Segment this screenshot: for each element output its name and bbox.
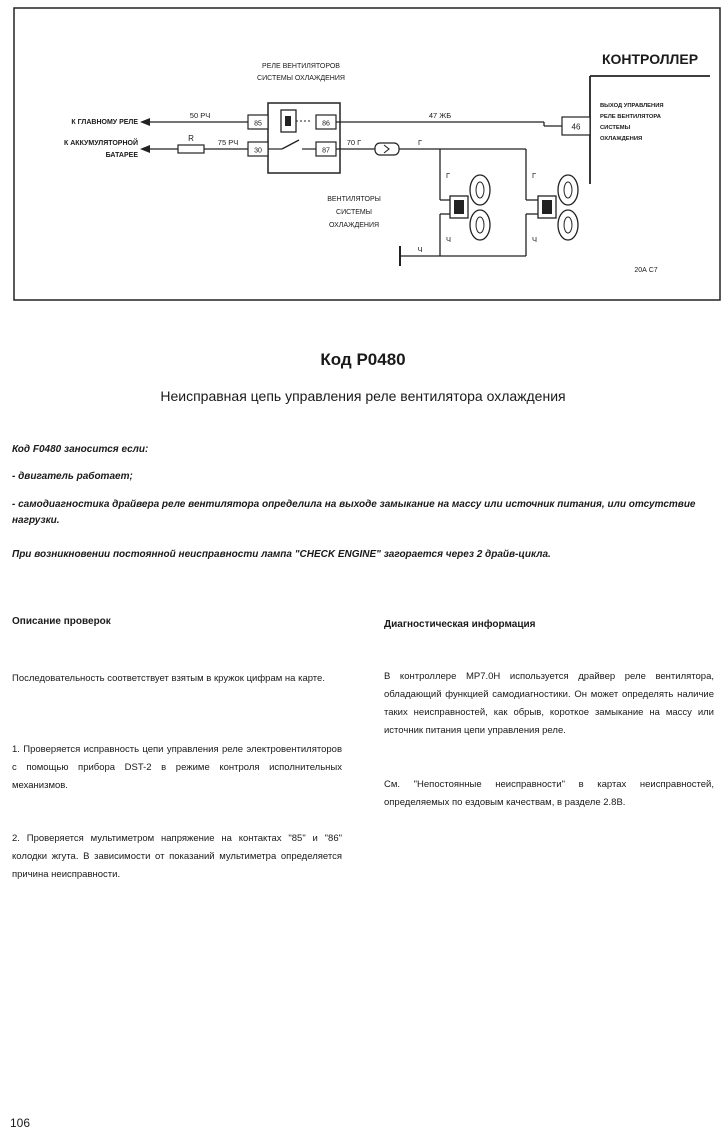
wire-g-left: Г (446, 171, 451, 180)
resistor (178, 145, 204, 153)
controller-desc-3: СИСТЕМЫ (600, 125, 631, 131)
relay-title-line1: РЕЛЕ ВЕНТИЛЯТОРОВ (262, 63, 340, 70)
wire-ch-left: Ч (446, 235, 451, 244)
fans-label-1: ВЕНТИЛЯТОРЫ (327, 196, 381, 203)
page-number: 106 (10, 1116, 31, 1130)
pin-87: 87 (322, 147, 330, 155)
diagnostic-paragraph-1: В контроллере МР7.0Н используется драйвер реле вентилятора, обладающий функцией самодиагностики. Он может определять наличие таких неисправностей, как обрыв, короткое замыкание на массу или источник питания цепи управления реле. (384, 671, 714, 736)
controller-desc-2: РЕЛЕ ВЕНТИЛЯТОРА (600, 114, 661, 120)
checks-paragraph-3: 2. Проверяется мультиметром напряжение на контактах "85" и "86" колодки жгута. В зависимости от показаний мультиметра определяется причина неисправности. (12, 833, 342, 880)
wire-70-label: 70 Г (346, 138, 362, 147)
arrow-main-relay (140, 118, 150, 126)
wire-75-label: 75 РЧ (217, 138, 239, 147)
label-battery-line2: БАТАРЕЕ (105, 152, 138, 159)
pin-85: 85 (254, 120, 262, 128)
relay-title-line2: СИСТЕМЫ ОХЛАЖДЕНИЯ (257, 75, 345, 82)
fans-label-2: СИСТЕМЫ (336, 209, 372, 216)
wire-ch-ground: Ч (417, 245, 423, 254)
relay-box (268, 103, 340, 173)
wire-47-label: 47 ЖБ (428, 111, 452, 120)
wire-g-right: Г (532, 171, 537, 180)
fans-label-3: ОХЛАЖДЕНИЯ (328, 222, 380, 229)
arrow-battery (140, 145, 150, 153)
wire-50-label: 50 РЧ (189, 111, 211, 120)
wiring-diagram (0, 0, 726, 310)
pin-86: 86 (322, 120, 330, 128)
fault-code-subtitle: Неисправная цепь управления реле вентилятора охлаждения (160, 388, 566, 404)
diagnostic-heading: Диагностическая информация (384, 619, 536, 630)
diagnostic-paragraph-2: См. "Непостоянные неисправности" в картах неисправностей, определяемых по ездовым качествам, в разделе 2.8В. (384, 779, 714, 808)
controller-desc-4: ОХЛАЖДЕНИЯ (600, 136, 643, 142)
checks-paragraph-1: Последовательность соответствует взятым в кружок цифрам на карте. (12, 673, 325, 684)
fan-motor-right (538, 175, 578, 240)
label-battery-line1: К АККУМУЛЯТОРНОЙ (64, 140, 138, 147)
pin-30: 30 (254, 147, 262, 155)
label-main-relay: К ГЛАВНОМУ РЕЛЕ (71, 119, 138, 126)
checks-paragraph-2: 1. Проверяется исправность цепи управления реле электровентиляторов с помощью прибора DST-2 в режиме контроля исполнительных механизмов. (12, 744, 342, 791)
wire-g-top: Г (417, 138, 423, 147)
controller-desc-1: ВЫХОД УПРАВЛЕНИЯ (600, 103, 664, 109)
condition-note: При возникновении постоянной неисправности лампа "CHECK ENGINE" загорается через 2 драйв-цикла. (12, 549, 551, 560)
figure-code: 20А С7 (634, 267, 658, 274)
controller-title: КОНТРОЛЛЕР (601, 51, 699, 67)
fault-code-title: Код P0480 (320, 350, 406, 369)
condition-item-1: - двигатель работает; (12, 471, 133, 482)
connector (375, 143, 399, 155)
relay-switch (282, 140, 299, 149)
fan-motor-left (450, 175, 490, 240)
condition-item-2: - самодиагностика драйвера реле вентилятора определила на выходе замыкание на массу или источник питания, или отсутствие нагрузки. (12, 499, 696, 526)
wire-ch-right: Ч (532, 235, 537, 244)
controller-pin: 46 (571, 122, 581, 132)
condition-intro: Код F0480 заносится если: (12, 444, 149, 455)
resistor-label: R (188, 134, 194, 143)
checks-heading: Описание проверок (12, 616, 111, 627)
